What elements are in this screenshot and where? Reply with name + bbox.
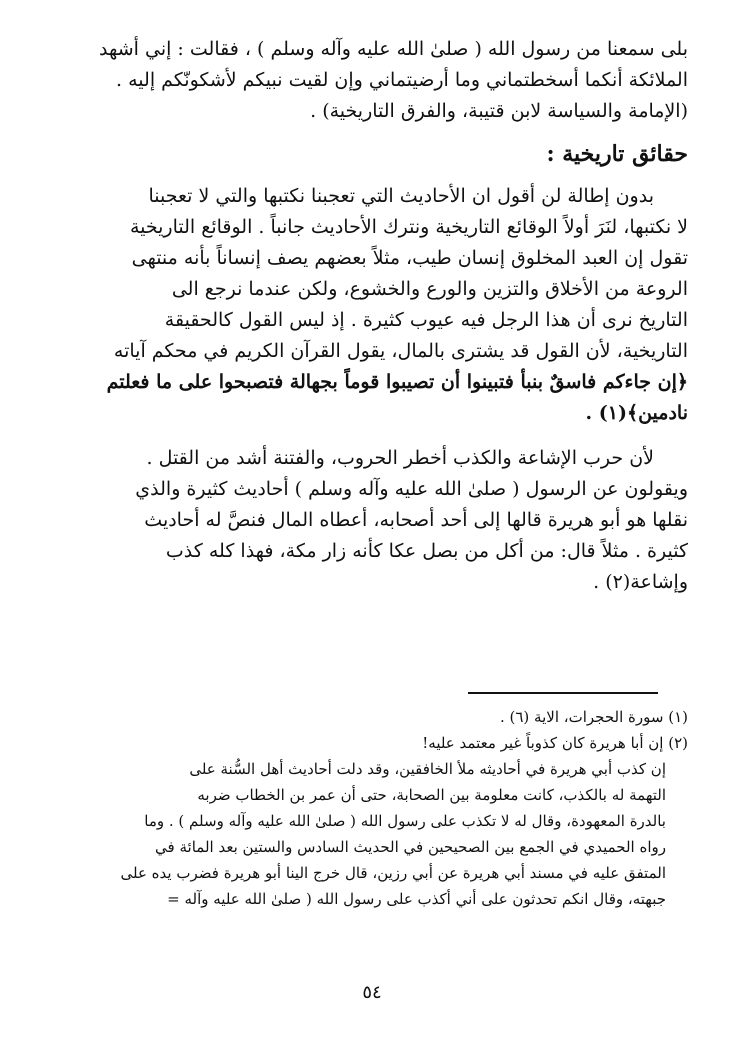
text-line: الملائكة أنكما أسخطتماني وما أرضيتماني وإن لقيت نبيكم لأشكونّكم إليه . — [116, 69, 688, 91]
footnote-2: (٢) إن أبا هريرة كان كذوباً غير معتمد عليه! — [422, 734, 688, 752]
footnote-divider — [468, 692, 658, 694]
quran-verse-line: ﴿إن جاءكم فاسقٌ بنبأ فتبينوا أن تصيبوا قوماً بجهالة فتصبحوا على ما فعلتم — [106, 371, 688, 393]
footnote-1: (١) سورة الحجرات، الاية (٦) . — [499, 708, 688, 726]
footnote-line: بالدرة المعهودة، وقال له لا تكذب على رسول الله ( صلىٰ الله عليه وآله وسلم ) . وما — [144, 812, 666, 830]
page-number: ٥٤ — [362, 982, 382, 1003]
text-line: لا نكتبها، لنَرَ أولاً الوقائع التاريخية ونترك الأحاديث جانباً . الوقائع التاريخية — [129, 216, 688, 238]
text-line: التاريخ نرى أن هذا الرجل فيه عيوب كثيرة . إذ ليس القول كالحقيقة — [164, 309, 688, 331]
text-line: ويقولون عن الرسول ( صلىٰ الله عليه وآله وسلم ) أحاديث كثيرة والذي — [135, 478, 688, 500]
footnote-line: إن كذب أبي هريرة في أحاديثه ملأ الخافقين، وقد دلت أحاديث أهل السُّنة على — [189, 760, 666, 778]
footnote-line: التهمة له بالكذب، كانت معلومة بين الصحابة، حتى أن عمر بن الخطاب ضربه — [197, 786, 666, 804]
text-line: كثيرة . مثلاً قال: من أكل من بصل عكا كأنه زار مكة، فهذا كله كذب — [165, 540, 688, 562]
text-line: نقلها هو أبو هريرة قالها إلى أحد أصحابه، أعطاه المال فنصَّ له أحاديث — [144, 509, 688, 531]
footnotes — [70, 704, 688, 912]
footnote-line: جبهته، وقال انكم تحدثون على أني أكذب على رسول الله ( صلىٰ الله عليه وآله = — [167, 890, 666, 908]
text-line: تقول إن العبد المخلوق إنسان طيب، مثلاً بعضهم يصف إنساناً بأنه منتهى — [131, 247, 688, 269]
main-text — [70, 34, 688, 598]
text-line: بلى سمعنا من رسول الله ( صلىٰ الله عليه وآله وسلم ) ، فقالت : إني أشهد — [99, 38, 688, 60]
text-line: الروعة من الأخلاق والتزين والورع والخشوع، ولكن عندما نرجع الى — [171, 278, 688, 300]
text-line: التاريخية، لأن القول قد يشترى بالمال، يقول القرآن الكريم في محكم آياته — [113, 340, 688, 362]
text-line: بدون إطالة لن أقول ان الأحاديث التي تعجبنا نكتبها والتي لا تعجبنا — [148, 185, 654, 207]
citation-line: (الإمامة والسياسة لابن قتيبة، والفرق التاريخية) . — [310, 100, 688, 122]
footnote-line: المتفق عليه في مسند أبي هريرة عن أبي رزين، قال خرج الينا أبو هريرة فضرب يده على — [120, 864, 666, 882]
footnote-line: رواه الحميدي في الجمع بين الصحيحين في الحديث السادس والستين بعد المائة في — [155, 838, 666, 856]
footnote-2-body — [70, 756, 666, 912]
text-line: وإشاعة(٢) . — [593, 571, 688, 593]
text-line: لأن حرب الإشاعة والكذب أخطر الحروب، والفتنة أشد من القتل . — [146, 447, 654, 469]
quran-verse-line: نادمين﴾(١) . — [585, 402, 688, 424]
section-heading: حقائق تاريخية : — [546, 141, 688, 167]
